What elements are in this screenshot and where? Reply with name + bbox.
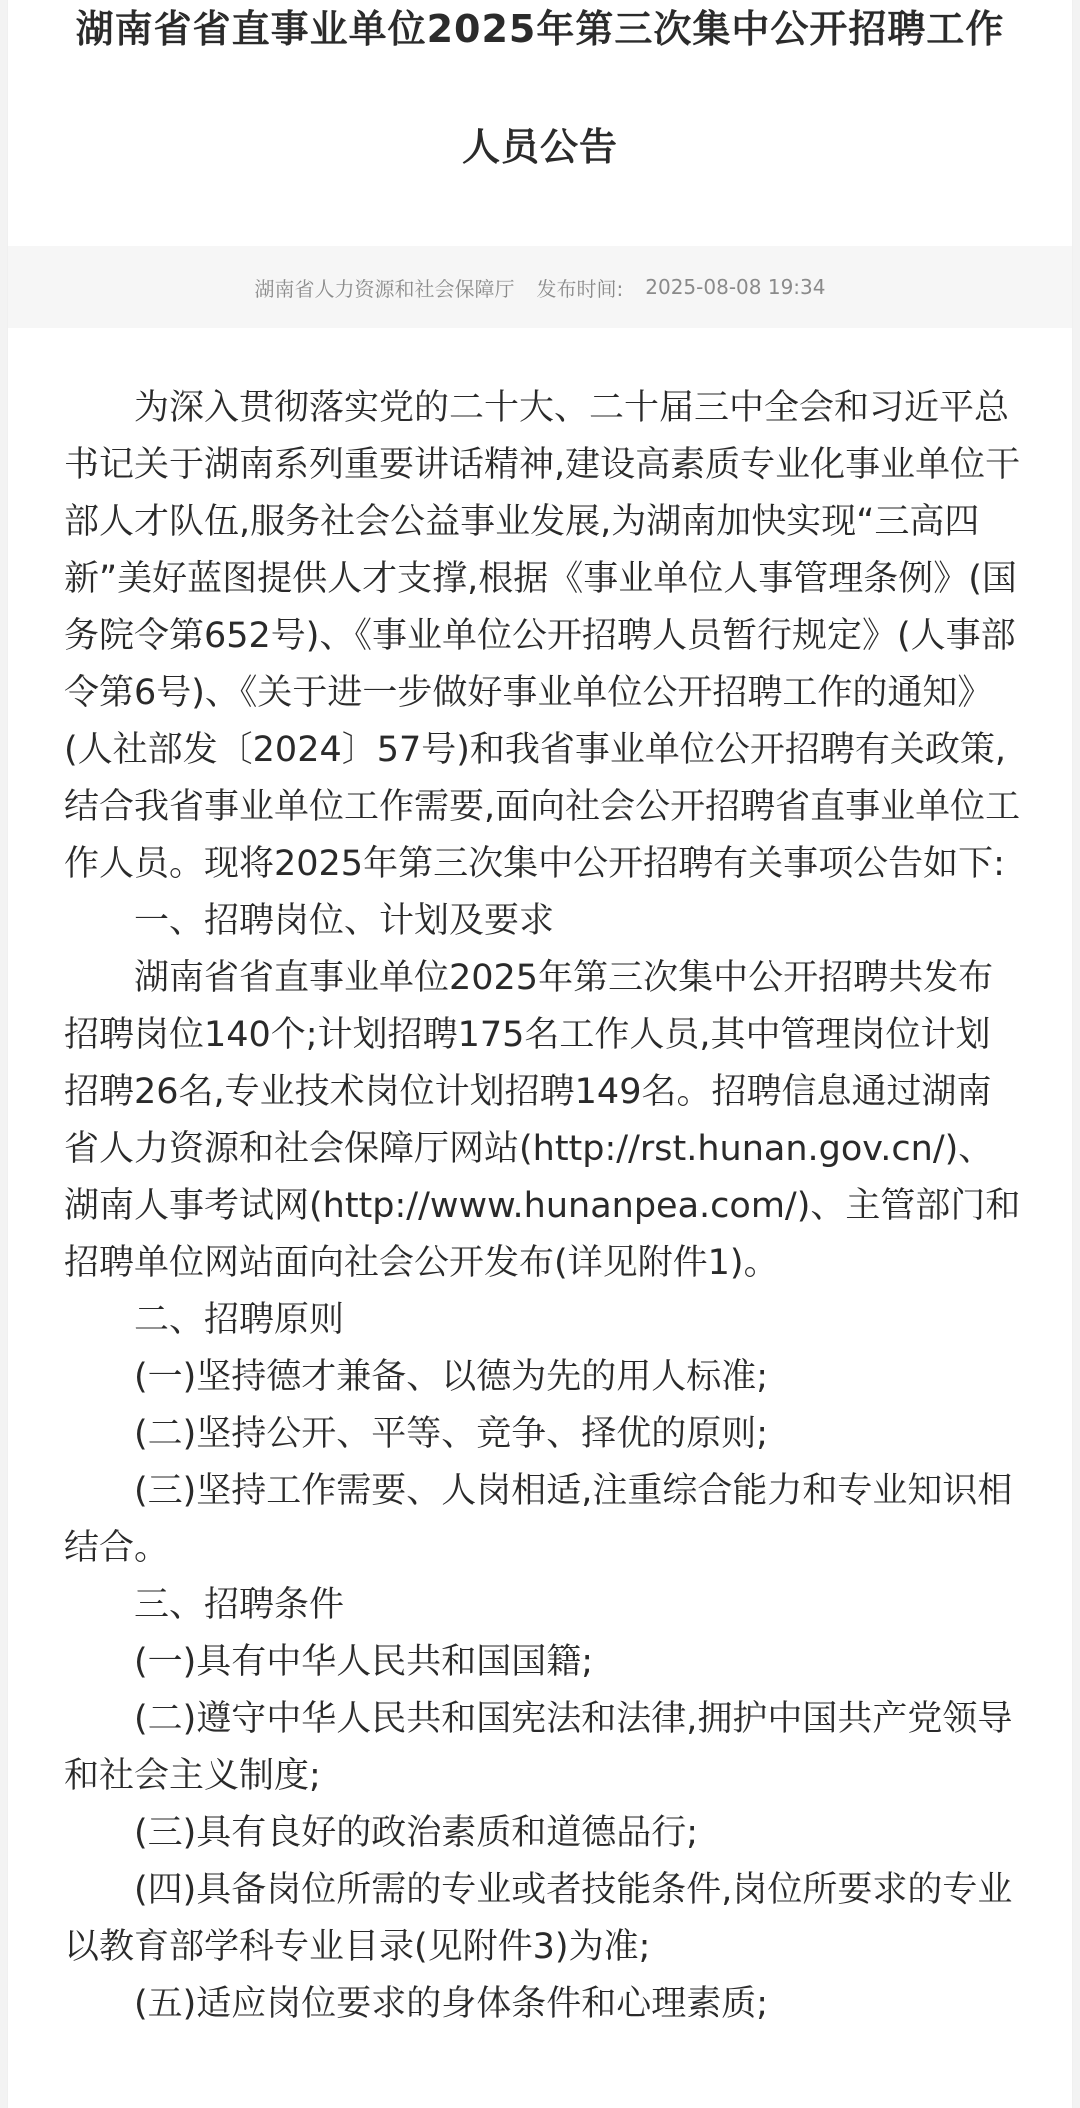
article-title-line-1: 湖南省省直事业单位2025年第三次集中公开招聘工作 bbox=[75, 7, 1005, 51]
publish-time-label: 发布时间: bbox=[536, 276, 624, 301]
list-item: (三)具有良好的政治素质和道德品行; bbox=[134, 1813, 699, 1853]
paragraph: 为深入贯彻落实党的二十大、二十届三中全会和习近平总书记关于湖南系列重要讲话精神,建设高素质专业化事业单位干部人才队伍,服务社会公益事业发展,为湖南加快实现“三高四新”美好蓝图提供人才支撑,根据《事业单位人事管理条例》(国务院令第652号)、《事业单位公开招聘人员暂行规定》(人事部令第6号)、《关于进一步做好事业单位公开招聘工作的通知》(人社部发〔2024〕57号)和我省事业单位公开招聘有关政策,结合我省事业单位工作需要,面向社会公开招聘省直事业单位工作人员。现将2025年第三次集中公开招聘有关事项公告如下: bbox=[64, 388, 1021, 884]
publish-time: 2025-08-08 19:34 bbox=[645, 275, 826, 299]
article-title-line-2: 人员公告 bbox=[461, 125, 618, 169]
list-item: (一)坚持德才兼备、以德为先的用人标准; bbox=[134, 1357, 769, 1397]
article-source: 湖南省人力资源和社会保障厅 bbox=[254, 276, 515, 301]
article-title bbox=[8, 0, 1072, 236]
paragraph: 湖南省省直事业单位2025年第三次集中公开招聘共发布招聘岗位140个;计划招聘175名工作人员,其中管理岗位计划招聘26名,专业技术岗位计划招聘149名。招聘信息通过湖南省人力资源和社会保障厅网站(http://rst.hunan.gov.cn/)、湖南人事考试网(http://www.hunanpea.com/)、主管部门和招聘单位网站面向社会公开发布(详见附件1)。 bbox=[64, 958, 1021, 1283]
article-page bbox=[8, 0, 1072, 2108]
list-item: (一)具有中华人民共和国国籍; bbox=[134, 1642, 594, 1682]
list-item: (五)适应岗位要求的身体条件和心理素质; bbox=[134, 1984, 769, 2024]
article-body bbox=[64, 380, 1022, 2033]
section-heading: 三、招聘条件 bbox=[134, 1585, 345, 1625]
list-item: (二)遵守中华人民共和国宪法和法律,拥护中国共产党领导和社会主义制度; bbox=[64, 1699, 1013, 1796]
list-item: (三)坚持工作需要、人岗相适,注重综合能力和专业知识相结合。 bbox=[64, 1471, 1013, 1568]
list-item: (四)具备岗位所需的专业或者技能条件,岗位所要求的专业以教育部学科专业目录(见附件3)为准; bbox=[64, 1870, 1013, 1967]
article-meta-bar bbox=[8, 246, 1072, 328]
section-heading: 一、招聘岗位、计划及要求 bbox=[134, 901, 555, 941]
right-margin bbox=[1072, 0, 1080, 2108]
left-margin bbox=[0, 0, 8, 2108]
section-heading: 二、招聘原则 bbox=[134, 1300, 345, 1340]
list-item: (二)坚持公开、平等、竞争、择优的原则; bbox=[134, 1414, 769, 1454]
